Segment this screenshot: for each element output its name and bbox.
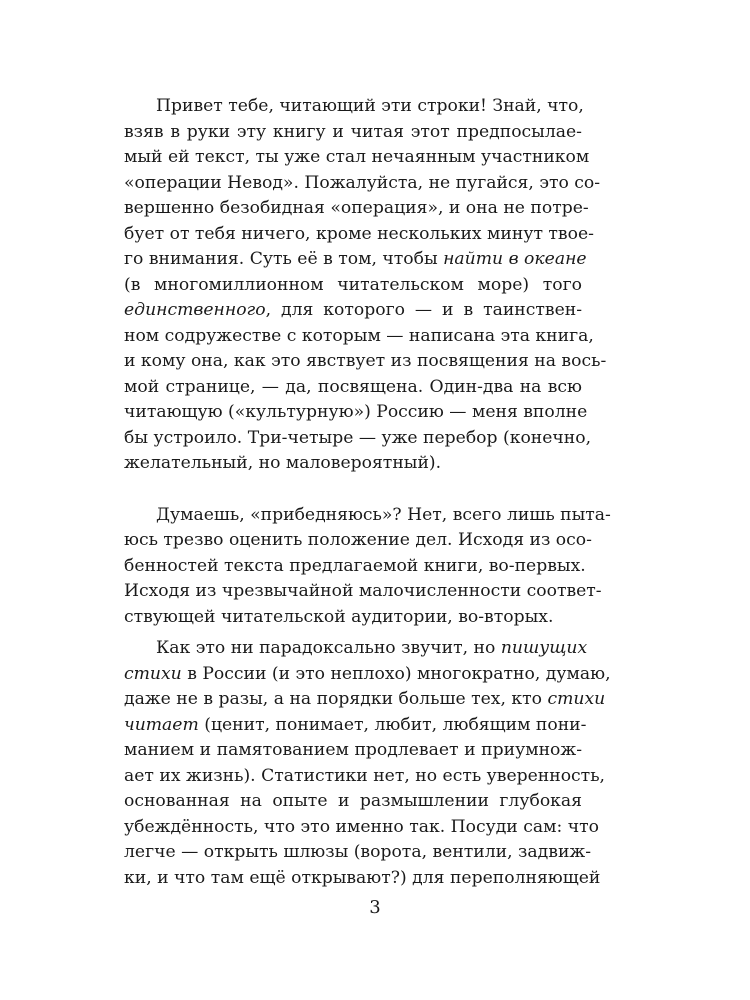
italic-text: стихи	[547, 689, 606, 709]
text-run: мый ей текст, ты уже стал нечаянным участником	[124, 147, 590, 167]
text-run: ки, и что там ещё открывают?) для переполняющей	[124, 867, 601, 888]
text-line	[124, 222, 594, 248]
text-run: (ценит, понимает, любит, любящим пони-	[198, 714, 587, 735]
text-run: манием и памятованием продлевает и приумнож-	[124, 740, 582, 760]
text-line	[124, 171, 601, 197]
text-run: ном содружестве с которым — написана эта книга,	[124, 325, 594, 346]
text-line	[124, 247, 587, 273]
text-line	[124, 324, 594, 350]
italic-text: стихи	[124, 663, 182, 684]
text-line	[124, 298, 582, 324]
text-line	[124, 738, 582, 764]
text-line	[124, 375, 582, 401]
text-run: ствующей читательской аудитории, во-вторых.	[124, 606, 554, 627]
text-line	[124, 196, 589, 222]
italic-text: найти в океане	[443, 249, 587, 269]
text-run: даже не в разы, а на порядки больше тех, кто	[124, 689, 548, 709]
text-line	[124, 662, 611, 688]
text-run: бенностей текста предлагаемой книги, во-первых.	[124, 555, 586, 576]
text-line	[124, 145, 590, 171]
text-line	[124, 528, 592, 554]
text-line	[124, 636, 588, 662]
paragraph-1	[124, 94, 607, 477]
text-run: Привет тебе, читающий эти строки! Знай, что,	[156, 96, 584, 116]
text-run: в России (и это неплохо) многократно, думаю,	[181, 663, 611, 684]
italic-text: читает	[124, 714, 199, 735]
text-run: ает их жизнь). Статистики нет, но есть уверенность,	[124, 765, 606, 786]
text-run: бы устроило. Три-четыре — уже перебор (конечно,	[124, 427, 592, 448]
text-line	[124, 273, 582, 299]
text-line	[124, 605, 582, 631]
italic-text: пишущих	[500, 638, 588, 658]
text-line	[124, 789, 582, 815]
text-run: го внимания. Суть её в том, чтобы	[124, 249, 444, 269]
paragraph-3	[124, 636, 611, 891]
text-run: юсь трезво оценить положение дел. Исходя из осо-	[124, 530, 592, 550]
italic-text: единственного	[124, 300, 266, 320]
page-body	[124, 94, 611, 891]
text-run: , для которого — и в таинствен-	[265, 300, 582, 320]
text-run: убеждённость, что это именно так. Посуди сам: что	[124, 816, 599, 837]
text-line	[124, 840, 592, 866]
text-line	[124, 764, 606, 790]
text-run: читающую («культурную») Россию — меня вполне	[124, 402, 588, 422]
text-line	[124, 400, 588, 426]
text-line	[124, 349, 607, 375]
text-run: взяв в руки эту книгу и читая этот предпосылае-	[124, 121, 582, 142]
text-line	[124, 120, 582, 146]
text-run: бует от тебя ничего, кроме нескольких минут твое-	[124, 223, 594, 244]
text-run: желательный, но маловероятный).	[124, 453, 442, 473]
text-run: «операции Невод». Пожалуйста, не пугайся, это со-	[124, 172, 601, 193]
text-line	[124, 503, 611, 529]
text-line	[124, 815, 599, 841]
text-line	[124, 554, 586, 580]
text-line	[124, 426, 592, 452]
text-run: вершенно безобидная «операция», и она не потре-	[124, 198, 589, 218]
text-line	[124, 687, 606, 713]
paragraph-gap	[124, 477, 582, 503]
page-number: 3	[369, 897, 381, 918]
text-run: легче — открыть шлюзы (ворота, вентили, задвиж-	[124, 842, 592, 862]
text-run: Думаешь, «прибедняюсь»? Нет, всего лишь пыта-	[156, 504, 611, 525]
text-line	[124, 579, 602, 605]
text-line	[124, 866, 601, 892]
text-run: Как это ни парадоксально звучит, но	[156, 638, 501, 658]
text-line	[124, 451, 582, 477]
text-run: (в многомиллионном читательском море) того	[124, 274, 582, 295]
text-run: Исходя из чрезвычайной малочисленности соответ-	[124, 581, 602, 601]
text-run: и кому она, как это явствует из посвящения на вось-	[124, 351, 607, 371]
text-line	[124, 94, 582, 120]
text-run: основанная на опыте и размышлении глубокая	[124, 791, 582, 811]
paragraph-2	[124, 503, 611, 631]
text-line	[124, 713, 587, 739]
text-run: мой странице, — да, посвящена. Один-два на всю	[124, 376, 582, 397]
